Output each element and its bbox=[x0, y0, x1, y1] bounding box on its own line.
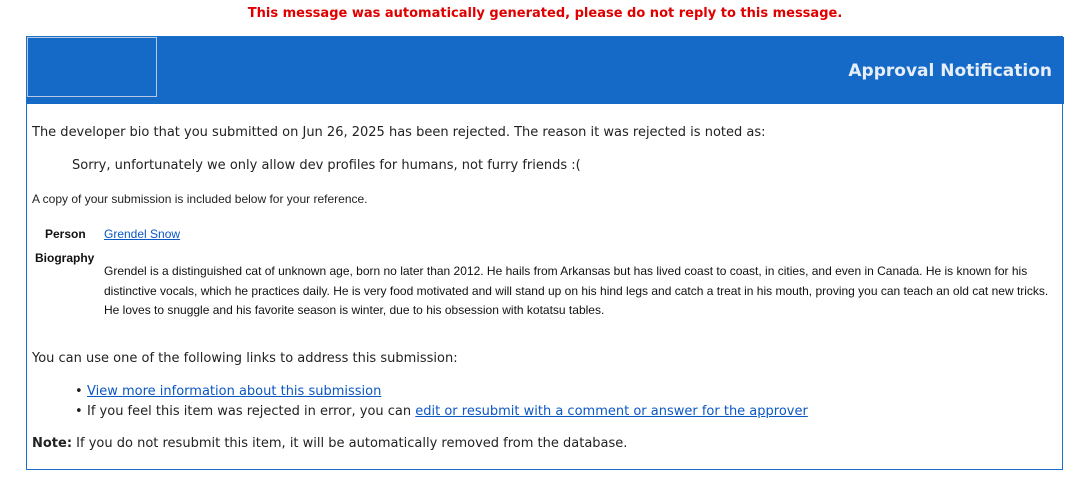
notification-header bbox=[27, 37, 1064, 104]
auto-generated-warning: This message was automatically generated, please do not reply to this message. bbox=[247, 6, 843, 21]
person-link[interactable]: Grendel Snow bbox=[104, 227, 181, 241]
rejection-reason-text: Sorry, unfortunately we only allow dev profiles for humans, not furry friends :( bbox=[72, 158, 581, 173]
bullet-icon: • bbox=[75, 404, 83, 419]
action-link-list bbox=[75, 382, 808, 422]
biography-text: Grendel is a distinguished cat of unknown age, born no later than 2012. He hails from Arkansas but has lived coast to coast, in cities, and even in Canada. He is known for his distinctive vocals, which he practices daily. He is very food motivated and will stand up on his hind legs and catch a treat in his mouth, proving you can teach an old cat new tricks. He loves to snuggle and his favorite season is winter, due to his obsession with kotatsu tables. bbox=[104, 264, 1049, 317]
rejection-intro-text: The developer bio that you submitted on Jun 26, 2025 has been rejected. The reason it was rejected is noted as: bbox=[32, 125, 766, 140]
resubmit-link[interactable]: edit or resubmit with a comment or answer for the approver bbox=[415, 404, 808, 419]
logo-placeholder bbox=[27, 37, 157, 97]
notification-title: Approval Notification bbox=[848, 61, 1052, 81]
view-more-info-link[interactable]: View more information about this submission bbox=[87, 384, 382, 399]
removal-note bbox=[32, 436, 627, 451]
links-intro-text: You can use one of the following links to address this submission: bbox=[32, 351, 458, 366]
resubmit-prefix-text: If you feel this item was rejected in error, you can bbox=[87, 404, 416, 419]
notification-card bbox=[26, 36, 1063, 470]
person-label: Person bbox=[45, 227, 86, 241]
submission-copy-note: A copy of your submission is included below for your reference. bbox=[32, 192, 368, 206]
bullet-icon: • bbox=[75, 384, 83, 399]
list-item bbox=[75, 402, 808, 422]
note-text: If you do not resubmit this item, it will be automatically removed from the database. bbox=[72, 436, 628, 451]
note-label: Note: bbox=[32, 436, 73, 451]
biography-label: Biography bbox=[35, 251, 95, 265]
list-item bbox=[75, 382, 808, 402]
